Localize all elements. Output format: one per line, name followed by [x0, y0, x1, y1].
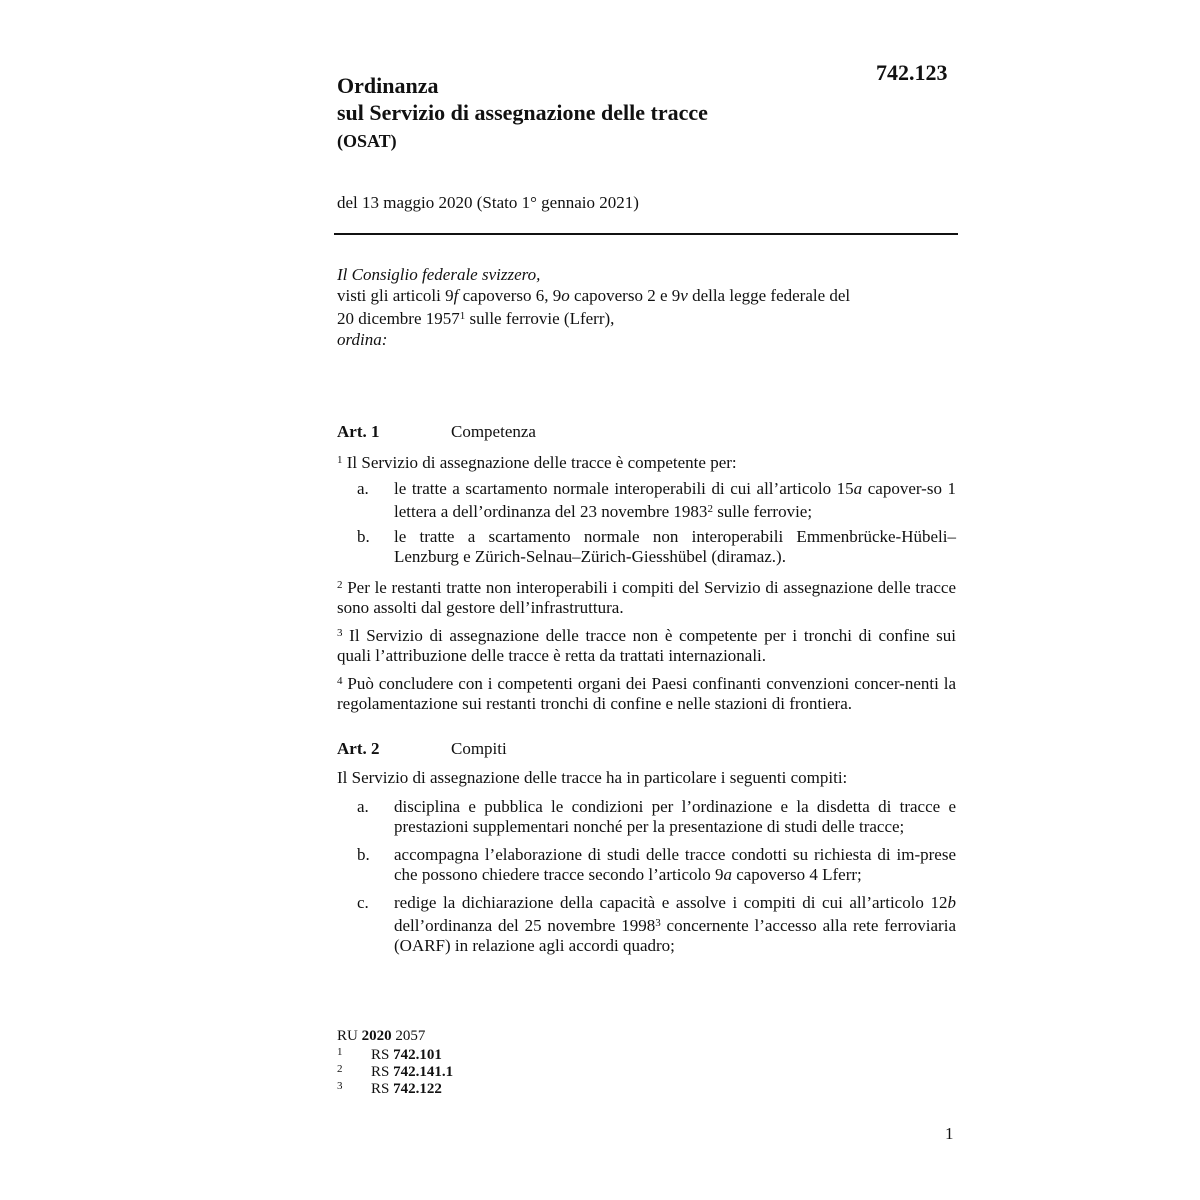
article-2-number: Art. 2	[337, 739, 380, 758]
preamble-visti-line2: 20 dicembre 1957$^1$ sulle ferrovie (Lferr),	[337, 309, 615, 328]
preamble-visti: visti gli articoli 9f capoverso 6, 9o capoverso 2 e 9v della legge federale del	[337, 286, 851, 305]
document-page: 742.123 Ordinanza sul Servizio di assegnazione delle tracce (OSAT) del 13 maggio 2020 (Stato 1° gennaio 2021) Il Consiglio federale svizzero, visti gli articoli 9f capoverso 6, 9o capoverso 2 e 9v della legge federale del 20 dicembre 1957$^1$ sulle ferrovie (Lferr), ordina: Art. 1 Competenza $^1$ Il Servizio di assegnazione delle tracce è competente per: a. le tratte a scartamento normale interoperabili di cui all’articolo 15a capover-so 1 lettera a dell’ordinanza del 23 novembre 1983$^2$ sulle ferrovie; b. le tratte a scartamento normale non interoperabili Emmenbrücke-Hübeli–Lenzburg e Zürich-Selnau–Zürich-Giesshübel (diramaz.). $^2$ Per le restanti tratte non interoperabili i compiti del Servizio di assegnazione delle tracce sono assolti dal gestore dell’infrastruttura. $^3$ Il Servizio di assegnazione delle tracce non è competente per i tronchi di confine sui quali l’attribuzione delle tracce è retta da trattati internazionali. $^4$ Può concludere con i competenti organi dei Paesi confinanti convenzioni concer-nenti la regolamentazione sui restanti tronchi di confine e nelle stazioni di frontiera. Art. 2 Compiti Il Servizio di assegnazione delle tracce ha in particolare i seguenti compiti: a. disciplina e pubblica le condizioni per l’ordinazione e la disdetta di tracce e prestazioni supplementari nonché per la presentazione di studi delle tracce; b. accompagna l’elaborazione di studi delle tracce condotti su richiesta di im-prese che possono chiedere tracce secondo l’articolo 9a capoverso 4 Lferr; c. redige la dichiarazione della capacità e assolve i compiti di cui all’articolo 12b dell’ordinanza del 25 novembre 1998$^3$ concernente l’accesso alla rete ferroviaria (OARF) in relazione agli accordi quadro; RU 2020 2057 1 RS 742.101 2 RS 742.141.1 3 RS 742.122 1	[0, 0, 1200, 1200]
art1-item-a: a. le tratte a scartamento normale interoperabili di cui all’articolo 15a capover-so 1 lettera a dell’ordinanza del 23 novembre 1983$^2$ sulle ferrovie;	[357, 479, 957, 521]
art1-paragraph-1: $^1$ Il Servizio di assegnazione delle tracce è competente per:	[337, 453, 737, 472]
art1-paragraph-3: $^3$ Il Servizio di assegnazione delle tracce non è competente per i tronchi di confine sui quali l’attribuzione delle tracce è retta da trattati internazionali.	[337, 626, 956, 665]
article-1-title: Competenza	[451, 422, 536, 441]
ru-reference: RU 2020 2057	[337, 1028, 426, 1044]
article-1-number: Art. 1	[337, 422, 380, 441]
article-2-heading	[337, 739, 507, 759]
art2-item-b: b. accompagna l’elaborazione di studi delle tracce condotti su richiesta di im-prese che possono chiedere tracce secondo l’articolo 9a capoverso 4 Lferr;	[357, 845, 956, 884]
footnote-ref-1[interactable]: 1	[459, 310, 466, 322]
document-title	[337, 72, 708, 126]
art1-paragraph-4: $^4$ Può concludere con i competenti organi dei Paesi confinanti convenzioni concer-nenti la regolamentazione sui restanti tronchi di confine e nelle stazioni di frontiera.	[337, 674, 956, 713]
preamble-authority: Il Consiglio federale svizzero,	[337, 265, 541, 284]
art2-intro: Il Servizio di assegnazione delle tracce ha in particolare i seguenti compiti:	[337, 768, 848, 787]
preamble	[337, 264, 957, 350]
title-line-2: sul Servizio di assegnazione delle tracce	[337, 100, 708, 125]
preamble-ordina: ordina:	[337, 330, 388, 349]
title-line-1: Ordinanza	[337, 73, 439, 98]
title-abbreviation: (OSAT)	[337, 131, 397, 151]
sr-number: 742.123	[876, 60, 948, 85]
article-2-title: Compiti	[451, 739, 507, 758]
art1-item-b: b. le tratte a scartamento normale non interoperabili Emmenbrücke-Hübeli–Lenzburg e Zürich-Selnau–Zürich-Giesshübel (diramaz.).	[357, 527, 956, 566]
header-divider	[334, 233, 958, 235]
article-1-heading	[337, 422, 536, 442]
footnote-ref-2[interactable]: 2	[707, 503, 713, 515]
art1-paragraph-2: $^2$ Per le restanti tratte non interoperabili i compiti del Servizio di assegnazione delle tracce sono assolti dal gestore dell’infrastruttura.	[337, 578, 956, 617]
page-number: 1	[945, 1124, 954, 1143]
art2-item-c: c. redige la dichiarazione della capacità e assolve i compiti di cui all’articolo 12b dell’ordinanza del 25 novembre 1998$^3$ concernente l’accesso alla rete ferroviaria (OARF) in relazione agli accordi quadro;	[357, 893, 956, 955]
footnote-ref-3[interactable]: 3	[655, 917, 661, 929]
date-line: del 13 maggio 2020 (Stato 1° gennaio 2021)	[337, 193, 639, 212]
art2-item-a: a. disciplina e pubblica le condizioni per l’ordinazione e la disdetta di tracce e prestazioni supplementari nonché per la presentazione di studi delle tracce;	[357, 797, 956, 836]
